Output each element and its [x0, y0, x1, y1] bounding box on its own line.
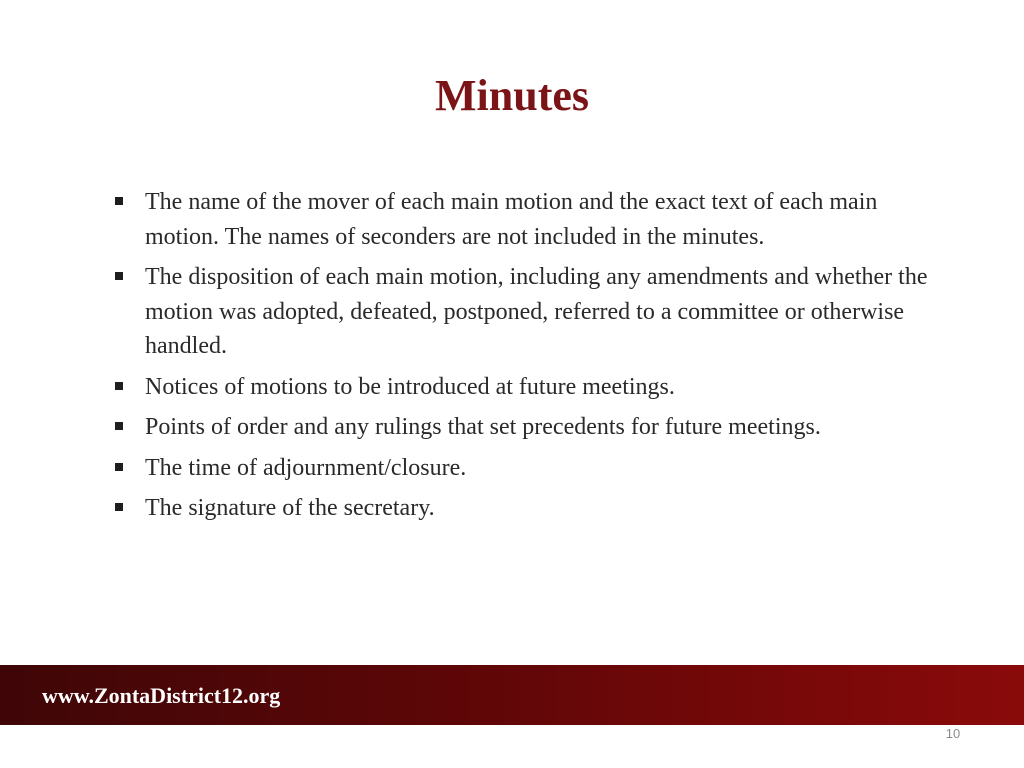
slide-title: Minutes [435, 71, 589, 120]
page-number: 10 [945, 726, 961, 741]
bullet-item [113, 410, 943, 445]
bullet-list [113, 185, 943, 532]
square-bullet-icon [115, 272, 123, 280]
square-bullet-icon [115, 503, 123, 511]
bullet-item [113, 451, 943, 486]
bullet-item [113, 370, 943, 405]
square-bullet-icon [115, 382, 123, 390]
square-bullet-icon [115, 422, 123, 430]
bullet-item [113, 185, 943, 254]
bullet-text: Notices of motions to be introduced at future meetings. [145, 373, 675, 400]
bullet-text: Points of order and any rulings that set precedents for future meetings. [145, 414, 821, 440]
bullet-text: The signature of the secretary. [145, 495, 435, 521]
bullet-item [113, 491, 943, 526]
bullet-text: The name of the mover of each main motion and the exact text of each main motion. The names of seconders are not included in the minutes. [145, 189, 878, 250]
square-bullet-icon [115, 197, 123, 205]
bullet-text: The disposition of each main motion, including any amendments and whether the motion was adopted, defeated, postponed, referred to a committee or otherwise handled. [145, 264, 928, 359]
bullet-item [113, 260, 943, 364]
bullet-text: The time of adjournment/closure. [145, 454, 467, 481]
footer-url[interactable]: www.ZontaDistrict12.org [42, 683, 281, 708]
square-bullet-icon [115, 463, 123, 471]
